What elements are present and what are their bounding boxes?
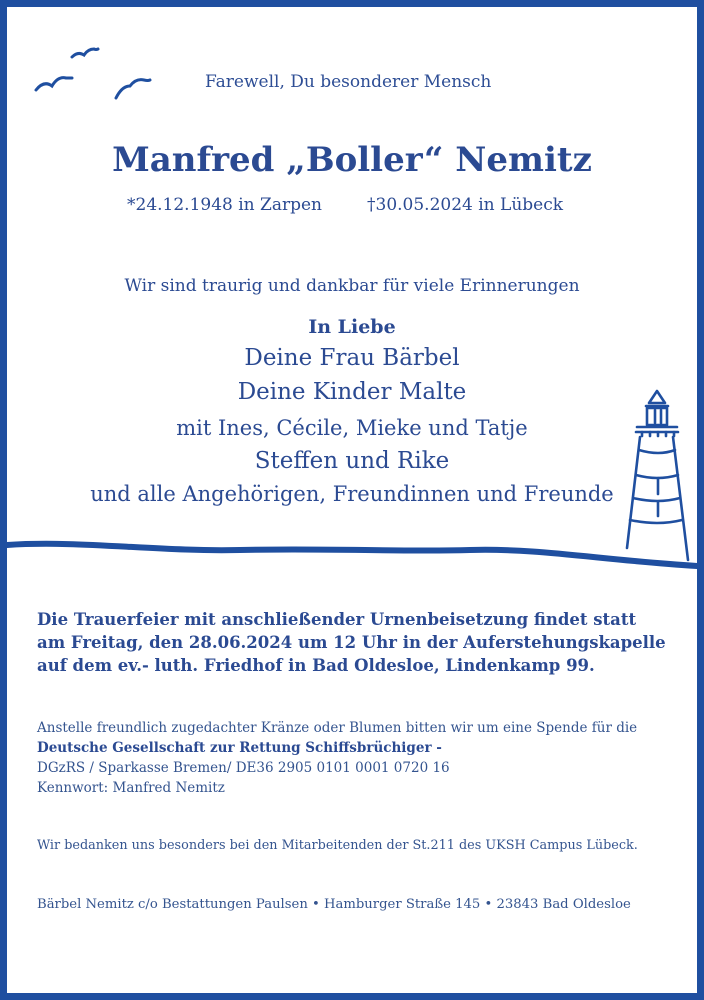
donation-info <box>37 718 677 798</box>
ceremony-line: am Freitag, den 28.06.2024 um 12 Uhr in der Auferstehungskapelle <box>37 633 666 652</box>
contact-address: Bärbel Nemitz c/o Bestattungen Paulsen • Hamburger Straße 145 • 23843 Bad Oldesloe <box>37 897 631 912</box>
organization-name: Deutsche Gesellschaft zur Rettung Schiffsbrüchiger - <box>37 740 442 756</box>
farewell-heading: Farewell, Du besonderer Mensch <box>205 72 492 92</box>
ceremony-line: Die Trauerfeier mit anschließender Urnenbeisetzung findet statt <box>37 610 637 629</box>
mourner-line: mit Ines, Cécile, Mieke und Tatje <box>176 416 528 440</box>
mourner-line: Deine Kinder Malte <box>237 379 467 405</box>
donation-organization <box>37 738 677 758</box>
mourner-line: Steffen und Rike <box>254 448 450 474</box>
donation-keyword: Kennwort: Manfred Nemitz <box>37 780 225 796</box>
wave-line <box>7 544 697 566</box>
donation-line: Anstelle freundlich zugedachter Kränze oder Blumen bitten wir um eine Spende für die <box>37 720 638 736</box>
mourner-line: und alle Angehörigen, Freundinnen und Freunde <box>90 482 614 506</box>
death-date: †30.05.2024 in Lübeck <box>367 195 564 215</box>
ceremony-line: auf dem ev.- luth. Friedhof in Bad Oldesloe, Lindenkamp 99. <box>37 656 595 675</box>
mourners-heading: In Liebe <box>308 316 396 338</box>
mourner-line: Deine Frau Bärbel <box>244 345 460 371</box>
intro-text: Wir sind traurig und dankbar für viele Erinnerungen <box>124 276 580 296</box>
seagull-icon <box>36 49 150 98</box>
deceased-name: Manfred „Boller“ Nemitz <box>112 140 592 180</box>
thanks-text: Wir bedanken uns besonders bei den Mitarbeitenden der St.211 des UKSH Campus Lübeck. <box>37 838 638 853</box>
donation-bank: DGzRS / Sparkasse Bremen/ DE36 2905 0101 0001 0720 16 <box>37 760 450 776</box>
birth-date: *24.12.1948 in Zarpen <box>127 195 322 215</box>
ceremony-details <box>37 608 677 677</box>
